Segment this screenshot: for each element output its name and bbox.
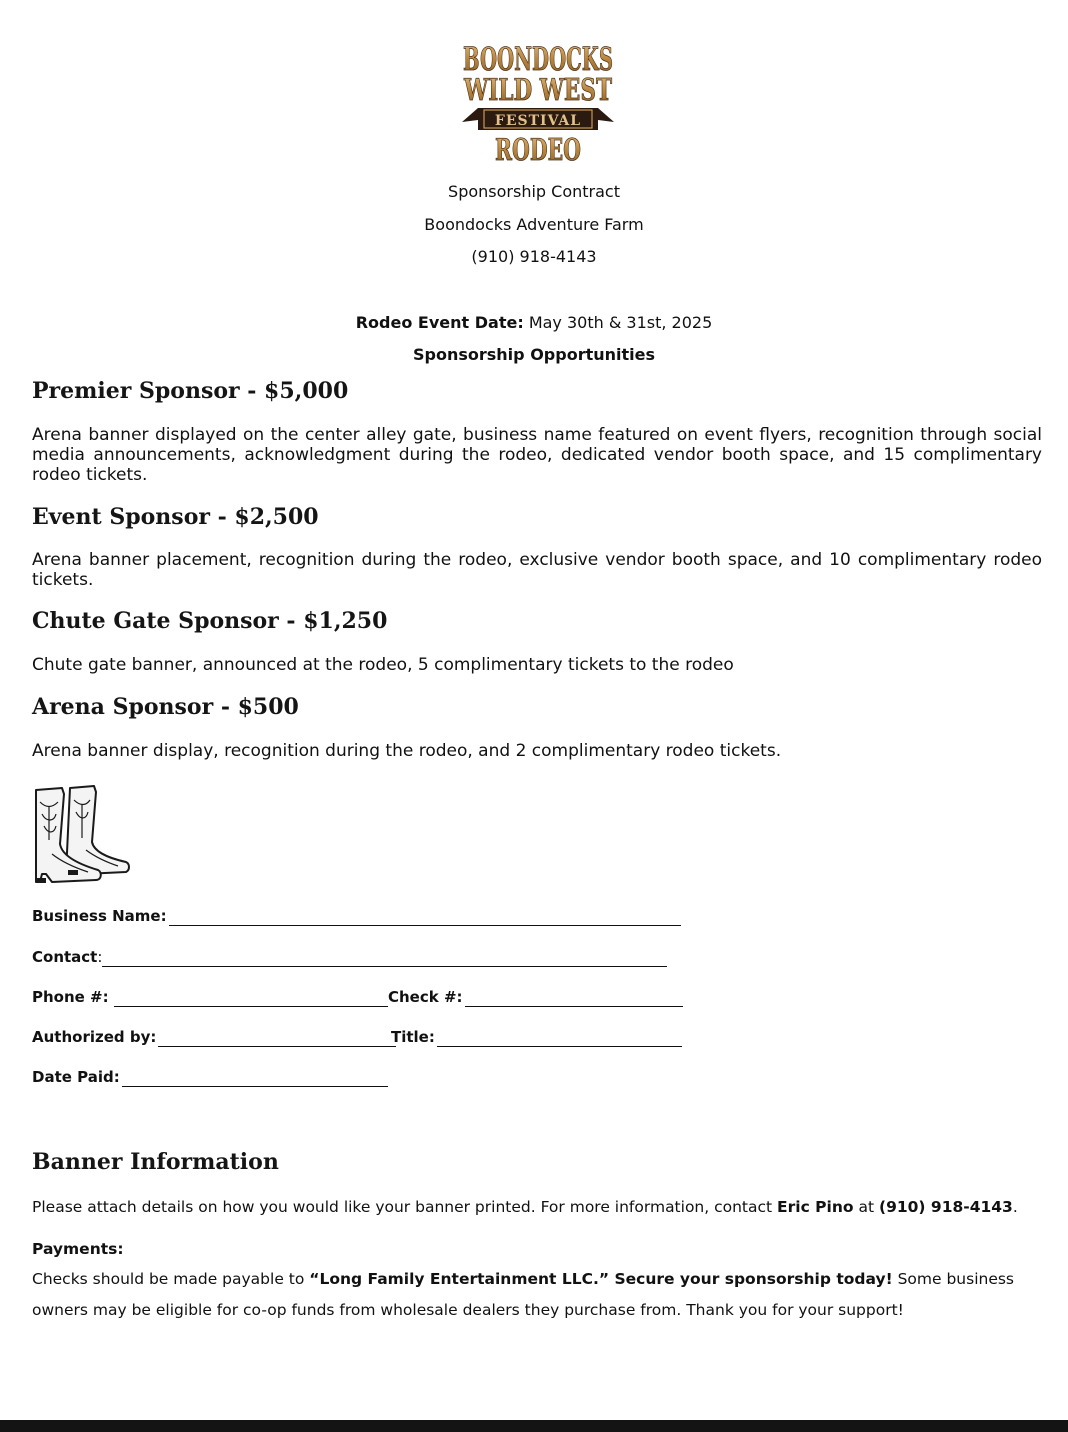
event-date [0, 313, 1068, 333]
contact-colon: : [97, 948, 103, 966]
event-date-value: May 30th & 31st, 2025 [528, 313, 713, 332]
authorized-by-field[interactable] [32, 1027, 396, 1047]
banner-text-end: . [1012, 1198, 1018, 1216]
business-name-label: Business Name: [32, 907, 167, 925]
logo-line1: BOONDOCKS [463, 40, 613, 78]
payments-heading: Payments: [32, 1240, 124, 1258]
payments-text-rest: Some business owners may be eligible for co-op funds from wholesale dealers they purchase from. Thank you for your support! [32, 1270, 1015, 1319]
event-date-label: Rodeo Event Date: [355, 313, 524, 332]
logo-ribbon-text: FESTIVAL [494, 113, 582, 129]
title-line[interactable] [437, 1031, 682, 1047]
cowboy-boots-icon [32, 782, 132, 886]
tier-chute-gate-description: Chute gate banner, announced at the rodeo, 5 complimentary tickets to the rodeo [32, 655, 734, 675]
farm-phone: (910) 918-4143 [471, 247, 597, 266]
tier-event-title: Event Sponsor - $2,500 [32, 504, 319, 530]
tier-arena-title: Arena Sponsor - $500 [32, 694, 299, 720]
contact-label: Contact [32, 948, 98, 966]
bottom-bar [0, 1420, 1068, 1432]
payments-payee: “Long Family Entertainment LLC.” [309, 1270, 610, 1288]
tier-premier-title: Premier Sponsor - $5,000 [32, 378, 349, 404]
business-name-field[interactable] [32, 906, 681, 926]
authorized-by-line[interactable] [158, 1031, 396, 1047]
payments-text-intro: Checks should be made payable to [32, 1270, 310, 1288]
contract-title: Sponsorship Contract [448, 182, 620, 201]
authorized-by-label: Authorized by: [32, 1028, 157, 1046]
banner-contact-name: Eric Pino [777, 1198, 854, 1216]
logo-line2: WILD WEST [463, 73, 613, 108]
business-name-line[interactable] [169, 910, 681, 926]
banner-text-at: at [853, 1198, 879, 1216]
banner-information-heading: Banner Information [32, 1149, 279, 1175]
festival-logo [458, 36, 618, 168]
date-paid-field[interactable] [32, 1067, 388, 1087]
banner-text-intro: Please attach details on how you would like your banner printed. For more information, contact [32, 1198, 778, 1216]
payments-cta: Secure your sponsorship today! [609, 1270, 893, 1288]
logo-line3: RODEO [495, 133, 581, 168]
opportunities-heading: Sponsorship Opportunities [413, 345, 655, 364]
date-paid-line[interactable] [122, 1071, 388, 1087]
phone-line[interactable] [114, 991, 388, 1007]
banner-information-text [32, 1192, 1044, 1223]
title-label: Title: [391, 1028, 435, 1046]
tier-premier-description: Arena banner displayed on the center alley gate, business name featured on event flyers, recognition through social media announcements, acknowledgment during the rodeo, dedicated vendor booth space, and 15 complimentary rodeo tickets. [32, 425, 1042, 485]
date-paid-label: Date Paid: [32, 1068, 120, 1086]
check-field[interactable] [388, 987, 683, 1007]
tier-chute-gate-title: Chute Gate Sponsor - $1,250 [32, 608, 388, 634]
phone-field[interactable] [32, 987, 388, 1007]
tier-event-description: Arena banner placement, recognition during the rodeo, exclusive vendor booth space, and 10 complimentary rodeo tickets. [32, 550, 1042, 590]
phone-label: Phone #: [32, 988, 109, 1006]
farm-name: Boondocks Adventure Farm [424, 215, 644, 234]
tier-arena-description: Arena banner display, recognition during the rodeo, and 2 complimentary rodeo tickets. [32, 741, 782, 761]
contact-field[interactable] [32, 947, 667, 967]
payments-text [32, 1264, 1044, 1326]
title-field[interactable] [391, 1027, 682, 1047]
check-line[interactable] [465, 991, 683, 1007]
check-label: Check #: [388, 988, 463, 1006]
contact-line[interactable] [102, 951, 667, 967]
banner-contact-phone: (910) 918-4143 [878, 1198, 1013, 1216]
